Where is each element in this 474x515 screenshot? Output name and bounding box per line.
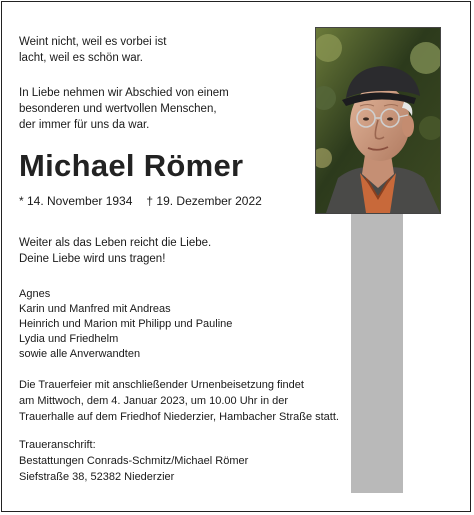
service-line-2: am Mittwoch, dem 4. Januar 2023, um 10.00 Uhr in der: [19, 395, 289, 407]
poem-line-2: lacht, weil es schön war.: [19, 52, 144, 64]
death-date: † 19. Dezember 2022: [146, 194, 262, 208]
portrait-illustration: [316, 28, 440, 213]
service-line-1: Die Trauerfeier mit anschließender Urnenbeisetzung findet: [19, 379, 304, 391]
farewell-line-3: der immer für uns da war.: [19, 119, 150, 131]
mourner-line: Agnes: [19, 288, 51, 300]
mourner-line: Heinrich und Marion mit Philipp und Pauline: [19, 318, 233, 330]
birth-date: * 14. November 1934: [19, 194, 133, 208]
farewell-line-2: besonderen und wertvollen Menschen,: [19, 103, 217, 115]
service-line-3: Trauerhalle auf dem Friedhof Niederzier, Hambacher Straße statt.: [19, 411, 339, 423]
quote-line-1: Weiter als das Leben reicht die Liebe.: [19, 237, 212, 249]
mourner-line: Lydia und Friedhelm: [19, 333, 119, 345]
poem-line-1: Weint nicht, weil es vorbei ist: [19, 36, 167, 48]
deceased-name: Michael Römer: [19, 148, 244, 183]
farewell-line-1: In Liebe nehmen wir Abschied von einem: [19, 87, 229, 99]
address-line-1: Bestattungen Conrads-Schmitz/Michael Römer: [19, 455, 249, 467]
mourner-line: sowie alle Anverwandten: [19, 348, 141, 360]
decorative-grey-bar: [351, 214, 403, 493]
quote-line-2: Deine Liebe wird uns tragen!: [19, 253, 166, 265]
portrait-photo: [315, 27, 441, 214]
mourner-line: Karin und Manfred mit Andreas: [19, 303, 171, 315]
address-label: Traueranschrift:: [19, 439, 96, 451]
address-line-2: Siefstraße 38, 52382 Niederzier: [19, 471, 175, 483]
life-dates: [19, 193, 276, 209]
